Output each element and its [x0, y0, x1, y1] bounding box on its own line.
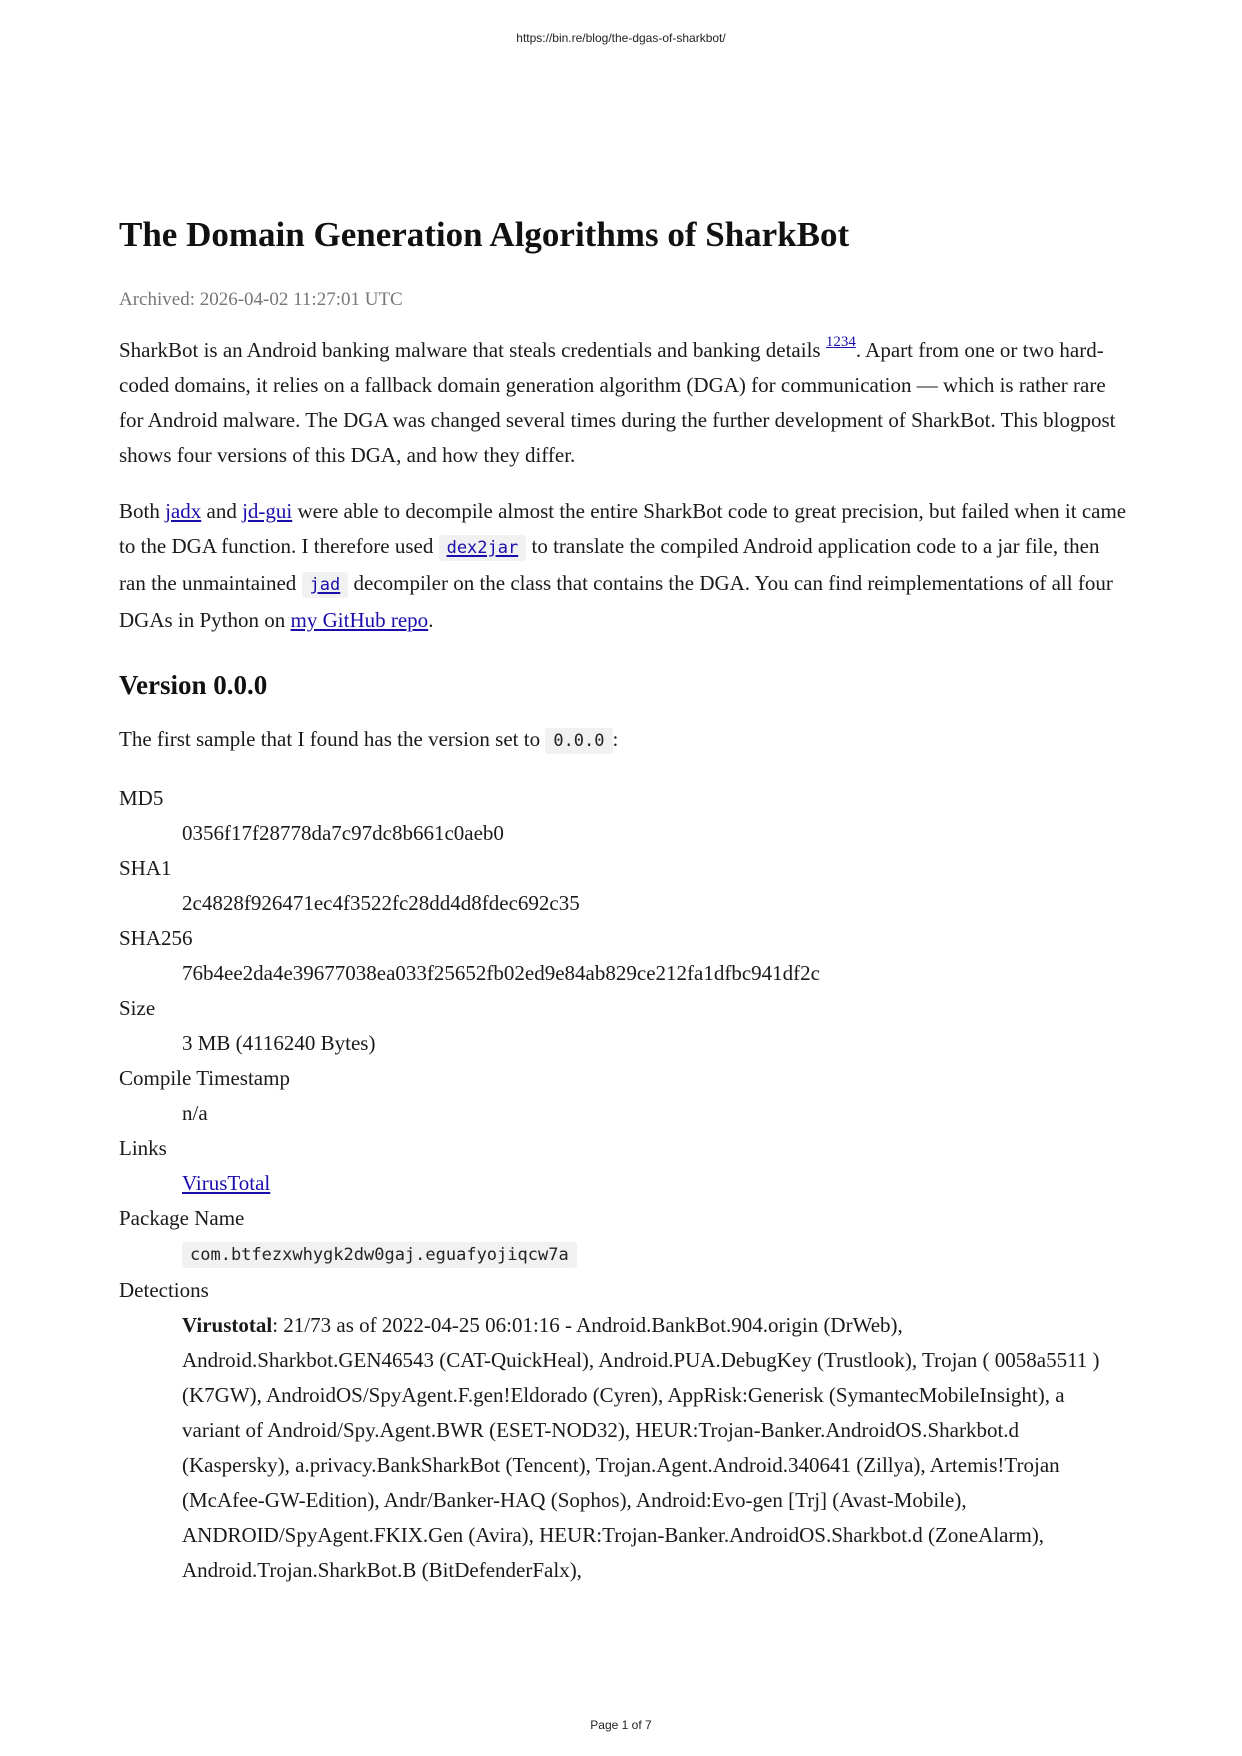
md5-value: 0356f17f28778da7c97dc8b661c0aeb0 [182, 821, 504, 845]
links-value [182, 1166, 1127, 1201]
sha256-label: SHA256 [119, 926, 193, 950]
archived-timestamp: Archived: 2026-04-02 11:27:01 UTC [119, 289, 403, 310]
text: The first sample that I found has the version set to [119, 727, 546, 751]
sample-details-list [119, 781, 1127, 1588]
package-name-value [182, 1236, 1127, 1273]
text: Both [119, 499, 166, 523]
sha1-value: 2c4828f926471ec4f3522fc28dd4d8fdec692c35 [182, 891, 580, 915]
compile-timestamp-label: Compile Timestamp [119, 1066, 290, 1090]
links-label: Links [119, 1136, 167, 1160]
package-name-code: com.btfezxwhygk2dw0gaj.eguafyojiqcw7a [182, 1242, 577, 1268]
version-code: 0.0.0 [545, 728, 612, 754]
text: to translate the compiled Android application code to a jar file, then ran the unmaintained [119, 534, 1100, 595]
compile-timestamp-value: n/a [182, 1101, 208, 1125]
page-url-header: https://bin.re/blog/the-dgas-of-sharkbot/ [516, 31, 726, 45]
dex2jar-link[interactable] [439, 534, 527, 558]
detections-value [182, 1308, 1127, 1588]
md5-label: MD5 [119, 786, 164, 810]
sha1-label: SHA1 [119, 856, 172, 880]
detections-source: Virustotal [182, 1313, 273, 1337]
footnote-refs [826, 334, 856, 350]
intro-paragraph [119, 333, 1127, 473]
jad-code: jad [302, 572, 349, 598]
text: . Apart from one or two hard-coded domains, it relies on a fallback domain generation algorithm (DGA) for communication — which is rather rare for Android malware. The DGA was changed several times during the further development of SharkBot. This blogpost shows four versions of this DGA, and how they differ. [119, 338, 1116, 467]
footnote-link-4[interactable]: 4 [848, 334, 856, 350]
size-value: 3 MB (4116240 Bytes) [182, 1031, 376, 1055]
virustotal-link[interactable]: VirusTotal [182, 1171, 271, 1195]
github-repo-link[interactable]: my GitHub repo [290, 608, 429, 632]
text: . [428, 608, 434, 632]
sha256-value: 76b4ee2da4e39677038ea033f25652fb02ed9e84ab829ce212fa1dfbc941df2c [182, 961, 820, 985]
jad-link[interactable] [302, 571, 349, 595]
text: and [201, 499, 243, 523]
detections-text: : 21/73 as of 2022-04-25 06:01:16 - Android.BankBot.904.origin (DrWeb), Android.Sharkbot.GEN46543 (CAT-QuickHeal), Android.PUA.DebugKey (Trustlook), Trojan ( 0058a5511 ) (K7GW), AndroidOS/SpyAgent.F.gen!Eldorado (Cyren), AppRisk:Generisk (SymantecMobileInsight), a variant of Android/Spy.Agent.BWR (ESET-NOD32), HEUR:Trojan-Banker.AndroidOS.Sharkbot.d (Kaspersky), a.privacy.BankSharkBot (Tencent), Trojan.Agent.Android.340641 (Zillya), Artemis!Trojan (McAfee-GW-Edition), Andr/Banker-HAQ (Sophos), Android:Evo-gen [Trj] (Avast-Mobile), ANDROID/SpyAgent.FKIX.Gen (Avira), HEUR:Trojan-Banker.AndroidOS.Sharkbot.d (ZoneAlarm), Android.Trojan.SharkBot.B (BitDefenderFalx), [182, 1313, 1100, 1582]
package-name-label: Package Name [119, 1206, 245, 1230]
footnote-link-3[interactable]: 3 [840, 334, 849, 350]
article-title: The Domain Generation Algorithms of SharkBot [119, 215, 850, 254]
footnote-link-2[interactable]: 2 [833, 334, 841, 350]
text: were able to decompile almost the entire SharkBot code to great precision, but failed when it came to the DGA function. I therefore used [119, 499, 1127, 558]
section-heading: Version 0.0.0 [119, 670, 268, 700]
jd-gui-link[interactable]: jd-gui [242, 499, 293, 523]
text: SharkBot is an Android banking malware that steals credentials and banking details [119, 338, 826, 362]
text: : [612, 727, 619, 751]
article [119, 210, 1127, 1588]
page-number-footer: Page 1 of 7 [590, 1718, 652, 1732]
dex2jar-code: dex2jar [439, 535, 527, 561]
detections-label: Detections [119, 1278, 209, 1302]
section-intro [119, 722, 1127, 759]
text: decompiler on the class that contains the DGA. You can find reimplementations of all four DGAs in Python on [119, 571, 1113, 632]
footnote-link-1[interactable]: 1 [825, 334, 834, 350]
jadx-link[interactable]: jadx [165, 499, 202, 523]
size-label: Size [119, 996, 156, 1020]
tools-paragraph [119, 494, 1127, 638]
